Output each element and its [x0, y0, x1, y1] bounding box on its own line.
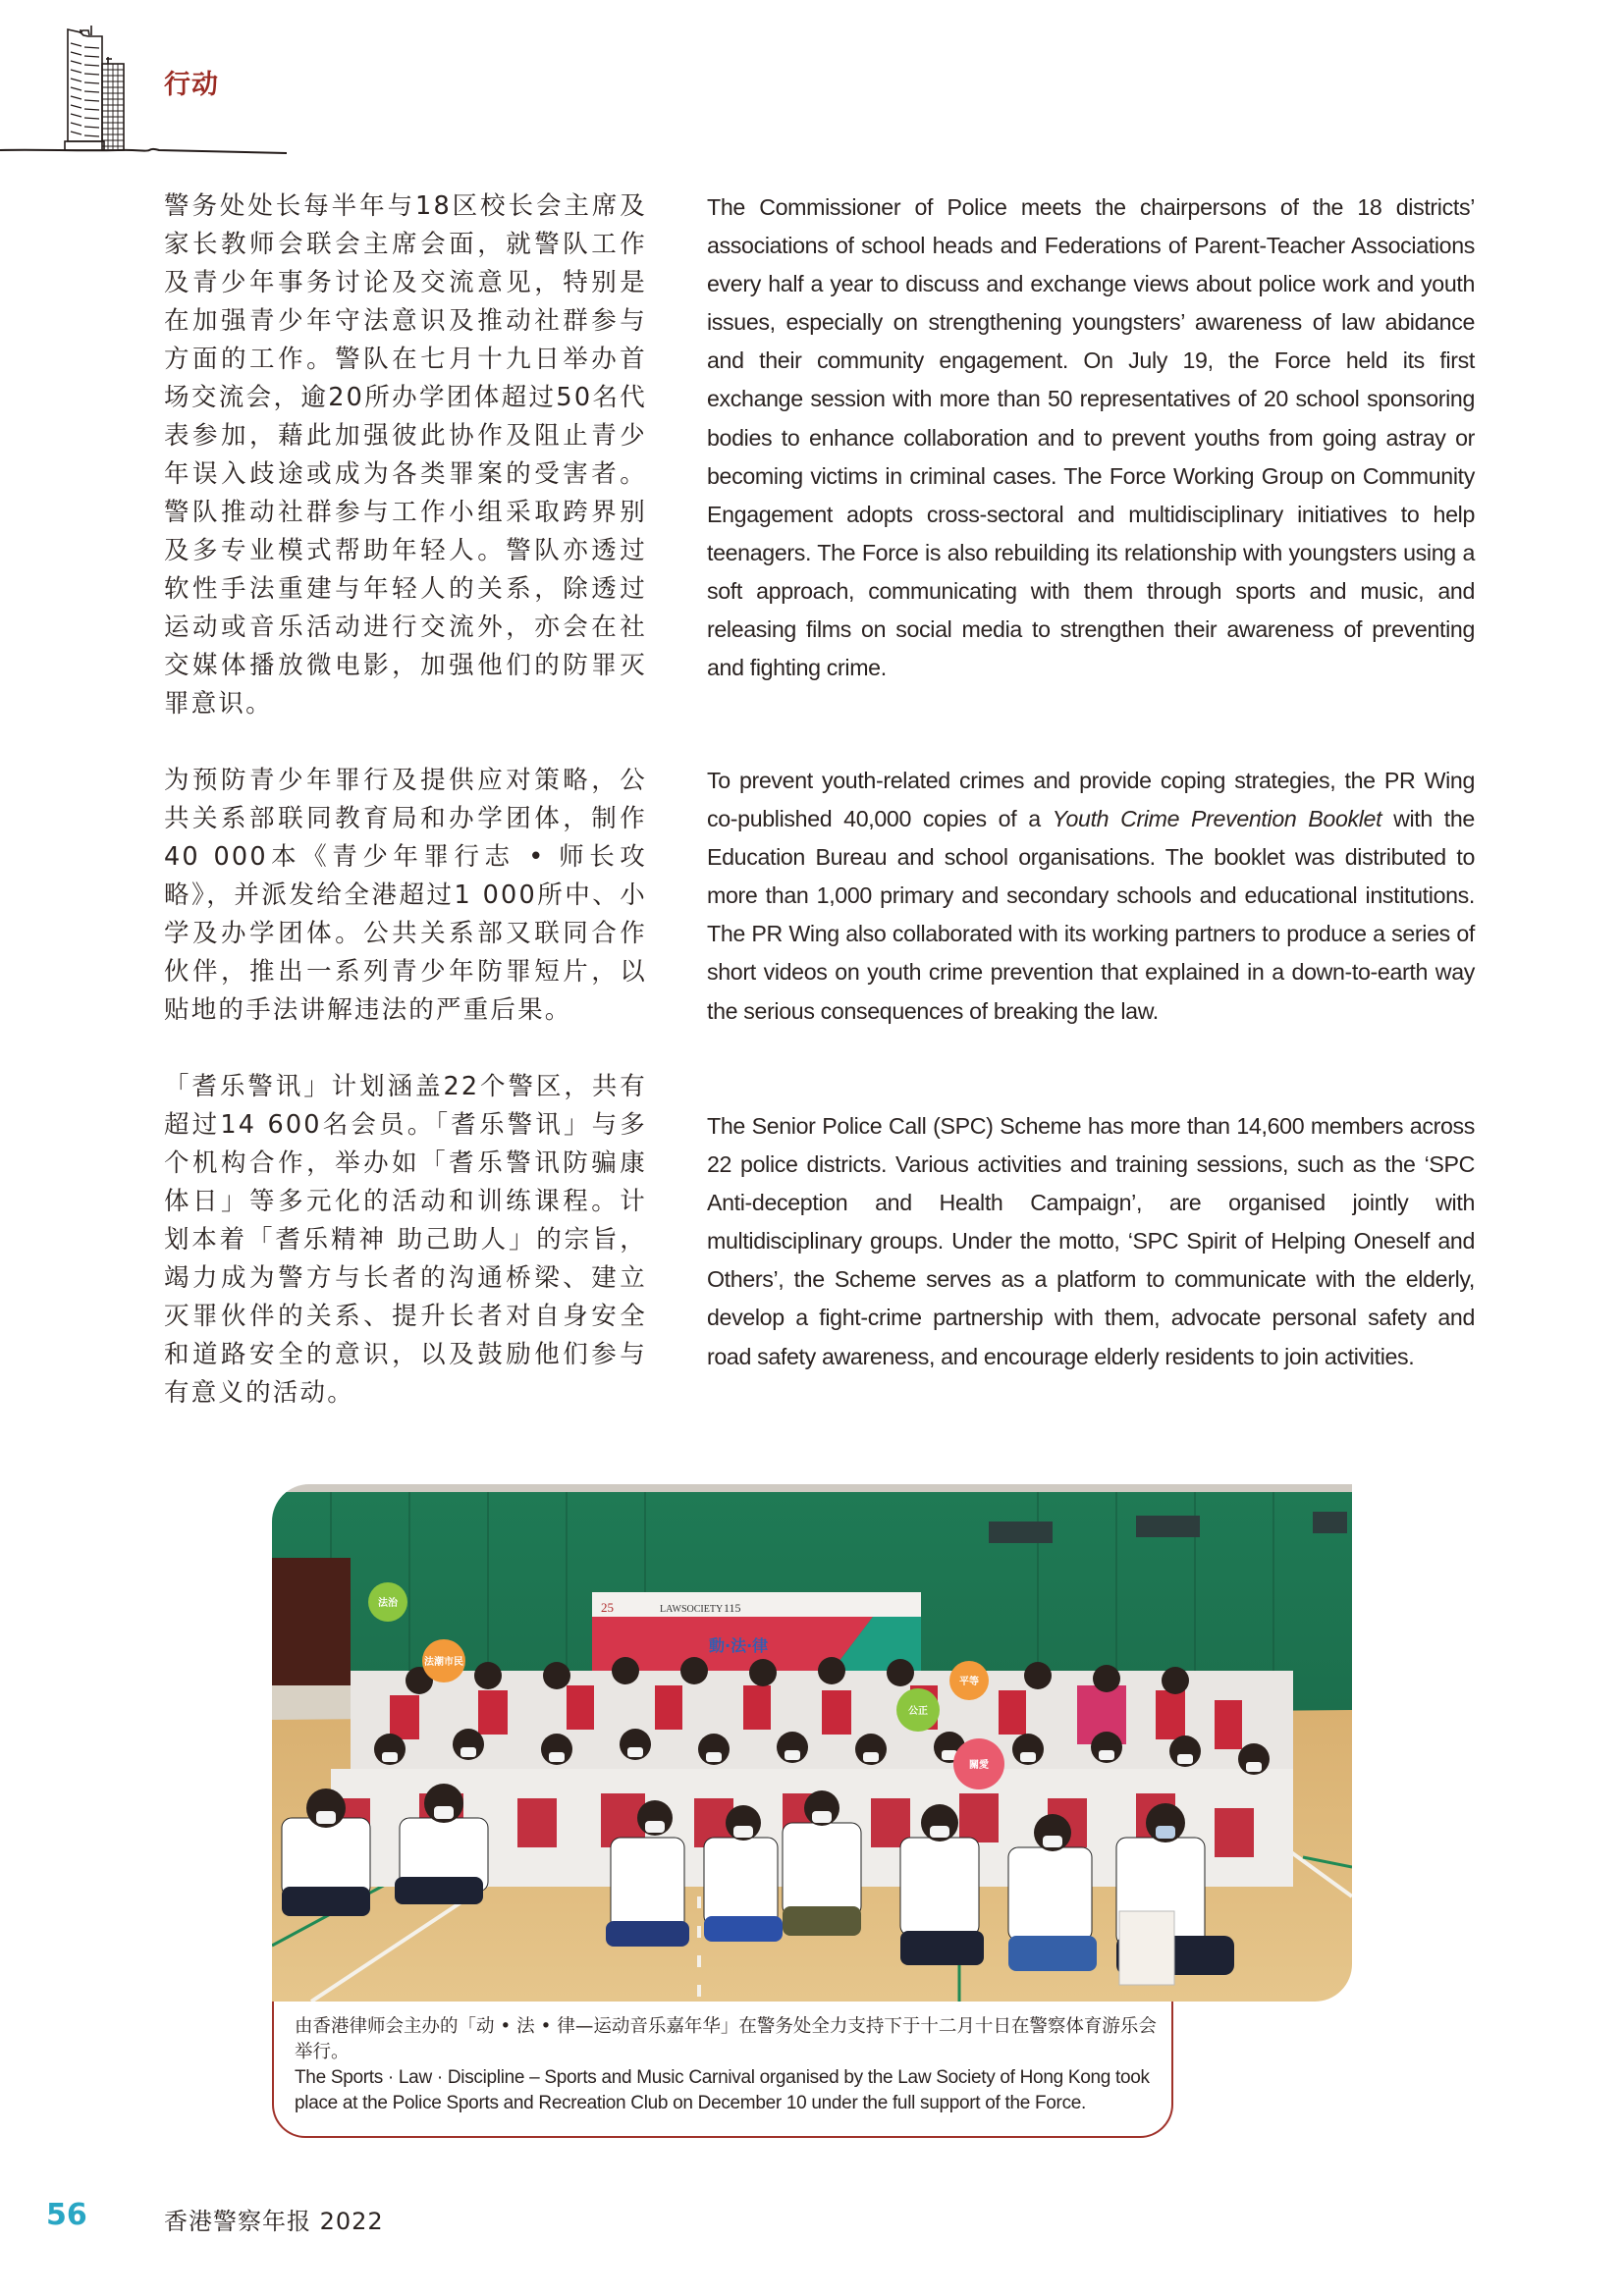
- caption-english: The Sports · Law · Discipline – Sports and Music Carnival organised by the Law Society of Hong Kong took place at the Police Sports and Recreation Club on December 10 under the full support of the Force.: [295, 2067, 1150, 2113]
- chinese-paragraph-2-text: 为预防青少年罪行及提供应对策略，公共关系部联同教育局和办学团体，制作40 000本《青少年罪行志 • 师长攻略》，并派发给全港超过1 000所中、小学及办学团体。公共关系部又联同合作伙伴，推出一系列青少年防罪短片，以贴地的手法讲解违法的严重后果。: [164, 766, 647, 1025]
- english-paragraph-1: [707, 188, 1475, 687]
- chinese-paragraph-1-text: 警务处处长每半年与18区校长会主席及家长教师会联会主席会面，就警队工作及青少年事务讨论及交流意见，特别是在加强青少年守法意识及推动社群参与方面的工作。警队在七月十九日举办首场交流会，逾20所办学团体超过50名代表参加，藉此加强彼此协作及阻止青少年误入歧途或成为各类罪案的受害者。警队推动社群参与工作小组采取跨界别及多专业模式帮助年轻人。警队亦透过软性手法重建与年轻人的关系，除透过运动或音乐活动进行交流外，亦会在社交媒体播放微电影，加强他们的防罪灭罪意识。: [164, 191, 647, 719]
- page-number: 56: [46, 2198, 87, 2232]
- caption-chinese: 由香港律师会主办的「动 • 法 • 律—运动音乐嘉年华」在警务处全力支持下于十二月十日在警察体育游乐会举行。: [295, 2016, 1157, 2062]
- svg-text:公正: 公正: [908, 1706, 928, 1717]
- english-paragraph-1-text: The Commissioner of Police meets the chairpersons of the 18 districts’ associations of school heads and Federations of Parent-Teacher Associations every half a year to discuss and exchange views about police work and youth issues, especially on strengthening youngsters’ awareness of law abidance and their community engagement. On July 19, the Force held its first exchange session with more than 50 representatives of 20 school sponsoring bodies to enhance collaboration and to prevent youths from going astray or becoming victims in criminal cases. The Force Working Group on Community Engagement adopts cross-sectoral and multidisciplinary initiatives to help teenagers. The Force is also rebuilding its relationship with youngsters using a soft approach, communicating with them through sports and music, and releasing films on social media to strengthen their awareness of preventing and fighting crime.: [707, 194, 1475, 681]
- svg-text:平等: 平等: [959, 1677, 979, 1687]
- building-skyline-icon: [0, 0, 295, 162]
- booklet-title: Youth Crime Prevention Booklet: [1052, 806, 1382, 832]
- svg-text:法潮市民: 法潮市民: [424, 1657, 463, 1668]
- english-paragraph-2-part2: with the Education Bureau and school organisations. The booklet was distributed to more than 1,000 primary and secondary schools and educational institutions. The PR Wing also collaborated with its working partners to produce a series of short videos on youth crime prevention that explained in a down-to-earth way the serious consequences of breaking the law.: [707, 806, 1475, 1024]
- publication-title: 香港警察年报 2022: [164, 2208, 384, 2235]
- chinese-paragraph-3-text: 「耆乐警讯」计划涵盖22个警区，共有超过14 600名会员。「耆乐警讯」与多个机构合作，举办如「耆乐警讯防骗康体日」等多元化的活动和训练课程。计划本着「耆乐精神 助己助人」的宗旨，竭力成为警方与长者的沟通桥梁、建立灭罪伙伴的关系、提升长者对自身安全和道路安全的意识，以及鼓励他们参与有意义的活动。: [164, 1072, 647, 1408]
- chinese-paragraph-1: [164, 187, 647, 723]
- photo-caption: [295, 2014, 1159, 2116]
- english-paragraph-2-part1: To prevent youth-related crimes and provide coping strategies, the PR Wing co-published 40,000 copies of a: [707, 768, 1475, 832]
- svg-text:25: 25: [601, 1600, 614, 1615]
- group-photo-image: [272, 1484, 1352, 2002]
- chinese-paragraph-3: [164, 1068, 647, 1413]
- section-title: 行动: [164, 70, 219, 100]
- english-paragraph-3-text: The Senior Police Call (SPC) Scheme has more than 14,600 members across 22 police districts. Various activities and training sessions, such as the ‘SPC Anti-deception and Health Campaign’, are organised jointly with multidisciplinary groups. Under the motto, ‘SPC Spirit of Helping Oneself and Others’, the Scheme serves as a platform to communicate with the elderly, develop a fight-crime partnership with them, advocate personal safety and road safety awareness, and encourage elderly residents to join activities.: [707, 1113, 1475, 1369]
- svg-text:LAWSOCIETY: LAWSOCIETY: [660, 1604, 724, 1615]
- svg-text:115: 115: [724, 1601, 741, 1615]
- svg-text:動·法·律: 動·法·律: [709, 1636, 769, 1655]
- chinese-paragraph-2: [164, 762, 647, 1030]
- svg-text:關愛: 關愛: [969, 1760, 989, 1771]
- group-photo: [272, 1484, 1352, 2002]
- svg-text:法治: 法治: [378, 1598, 398, 1609]
- english-paragraph-3: [707, 1107, 1475, 1376]
- english-paragraph-2: [707, 762, 1475, 1031]
- english-paragraph-2-text: [707, 762, 1475, 1031]
